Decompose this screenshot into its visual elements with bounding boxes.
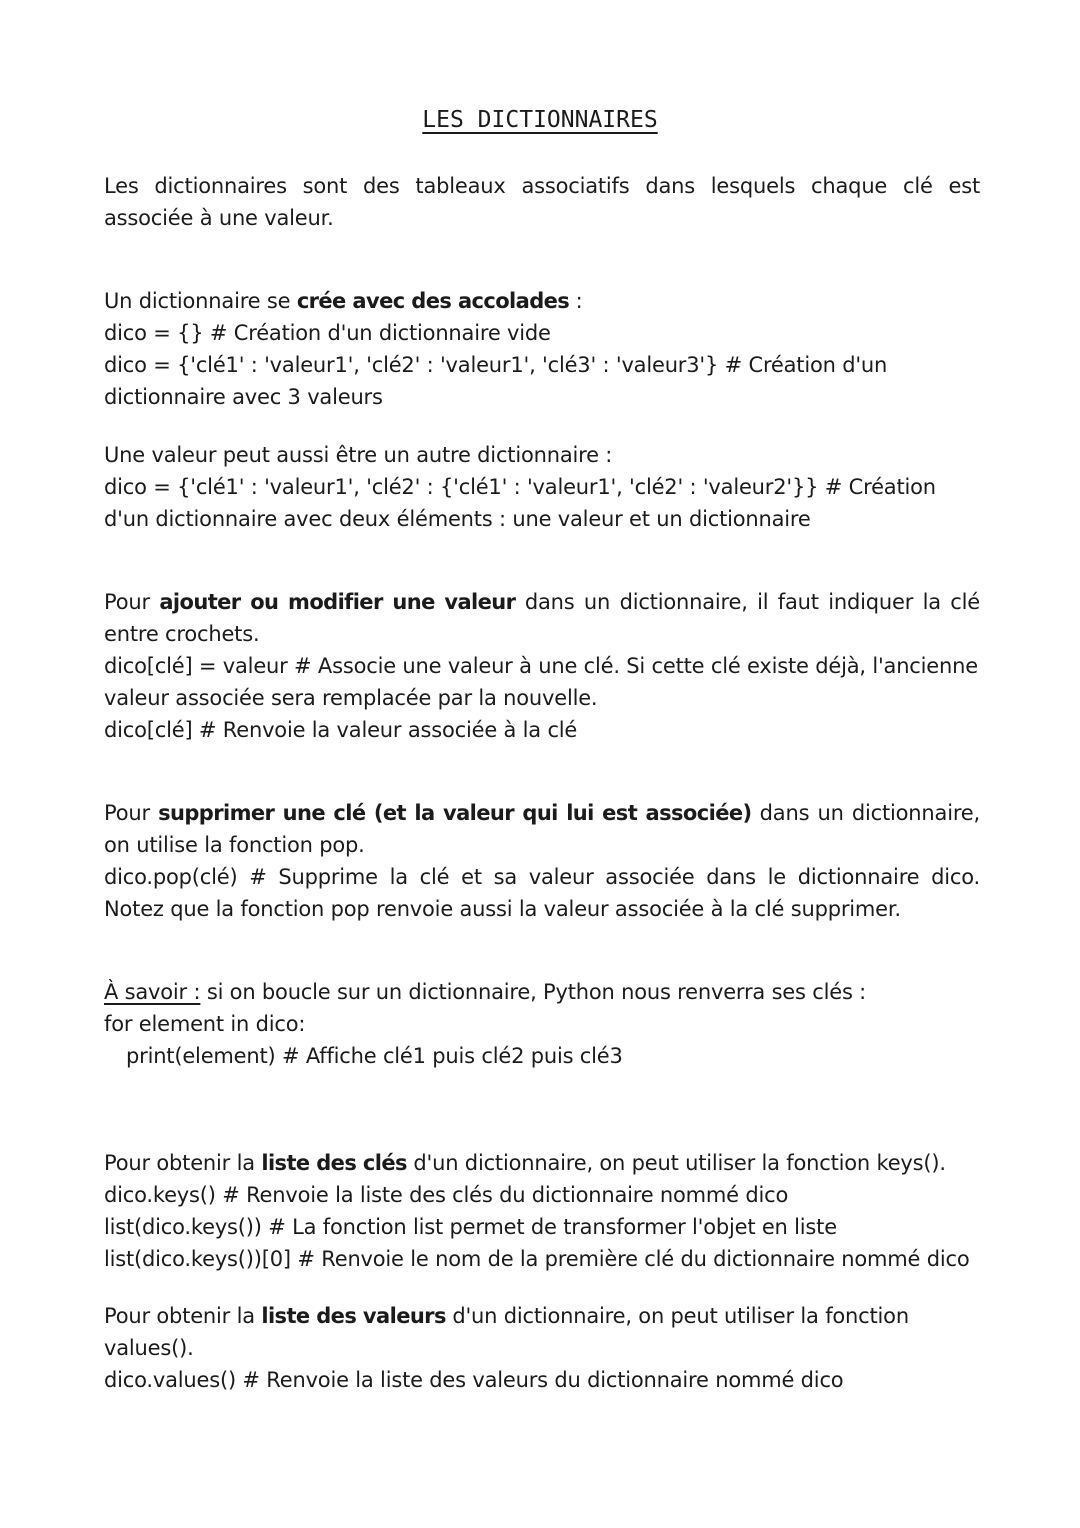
remove-section <box>104 797 980 925</box>
keys-bold: liste des clés <box>261 1151 407 1175</box>
values-bold: liste des valeurs <box>261 1304 446 1328</box>
values-lead: Pour obtenir la liste des valeurs d'un dictionnaire, on peut utiliser la fonction values(). <box>104 1304 909 1360</box>
creation-line-1: dico = {} # Création d'un dictionnaire vide <box>104 321 551 345</box>
add-line-2: dico[clé] # Renvoie la valeur associée à la clé <box>104 718 578 742</box>
creation-section <box>104 285 980 413</box>
values-line-1: dico.values() # Renvoie la liste des valeurs du dictionnaire nommé dico <box>104 1368 844 1392</box>
remove-bold: supprimer une clé (et la valeur qui lui est associée) <box>158 801 752 825</box>
page-title: LES DICTIONNAIRES <box>422 107 658 133</box>
keys-lead: Pour obtenir la liste des clés d'un dictionnaire, on peut utiliser la fonction keys(). <box>104 1151 946 1175</box>
nested-lead: Une valeur peut aussi être un autre dictionnaire : <box>104 443 613 467</box>
loop-line-2: print(element) # Affiche clé1 puis clé2 puis clé3 <box>126 1044 623 1068</box>
add-lead: Pour ajouter ou modifier une valeur dans un dictionnaire, il faut indiquer la clé entre crochets. <box>104 590 981 646</box>
keys-line-3: list(dico.keys())[0] # Renvoie le nom de la première clé du dictionnaire nommé dico <box>104 1247 970 1271</box>
keys-line-2: list(dico.keys()) # La fonction list permet de transformer l'objet en liste <box>104 1215 837 1239</box>
values-section <box>104 1300 980 1396</box>
intro-paragraph: Les dictionnaires sont des tableaux associatifs dans lesquels chaque clé est associée à une valeur. <box>104 174 980 230</box>
remove-lead: Pour supprimer une clé (et la valeur qui lui est associée) dans un dictionnaire, on utilise la fonction pop. <box>104 801 980 857</box>
add-section <box>104 586 980 746</box>
keys-section <box>104 1147 980 1275</box>
add-line-1: dico[clé] = valeur # Associe une valeur à une clé. Si cette clé existe déjà, l'ancienne valeur associée sera remplacée par la nouvelle. <box>104 654 978 710</box>
keys-line-1: dico.keys() # Renvoie la liste des clés du dictionnaire nommé dico <box>104 1183 789 1207</box>
loop-section <box>104 976 980 1072</box>
nested-section <box>104 439 980 535</box>
creation-bold: crée avec des accolades <box>296 289 570 313</box>
add-bold: ajouter ou modifier une valeur <box>159 590 516 614</box>
loop-note-label: À savoir : <box>104 980 201 1004</box>
loop-lead: À savoir : si on boucle sur un dictionnaire, Python nous renverra ses clés : <box>104 980 867 1004</box>
creation-line-2: dico = {'clé1' : 'valeur1', 'clé2' : 'valeur1', 'clé3' : 'valeur3'} # Création d'un dictionnaire avec 3 valeurs <box>104 353 888 409</box>
nested-line-1: dico = {'clé1' : 'valeur1', 'clé2' : {'clé1' : 'valeur1', 'clé2' : 'valeur2'}} # Création d'un dictionnaire avec deux éléments : une valeur et un dictionnaire <box>104 475 936 531</box>
creation-lead: Un dictionnaire se crée avec des accolades : <box>104 289 583 313</box>
remove-line-1: dico.pop(clé) # Supprime la clé et sa valeur associée dans le dictionnaire dico. Notez que la fonction pop renvoie aussi la valeur associée à la clé supprimer. <box>104 865 980 921</box>
intro-section <box>104 170 980 234</box>
loop-line-1: for element in dico: <box>104 1012 306 1036</box>
